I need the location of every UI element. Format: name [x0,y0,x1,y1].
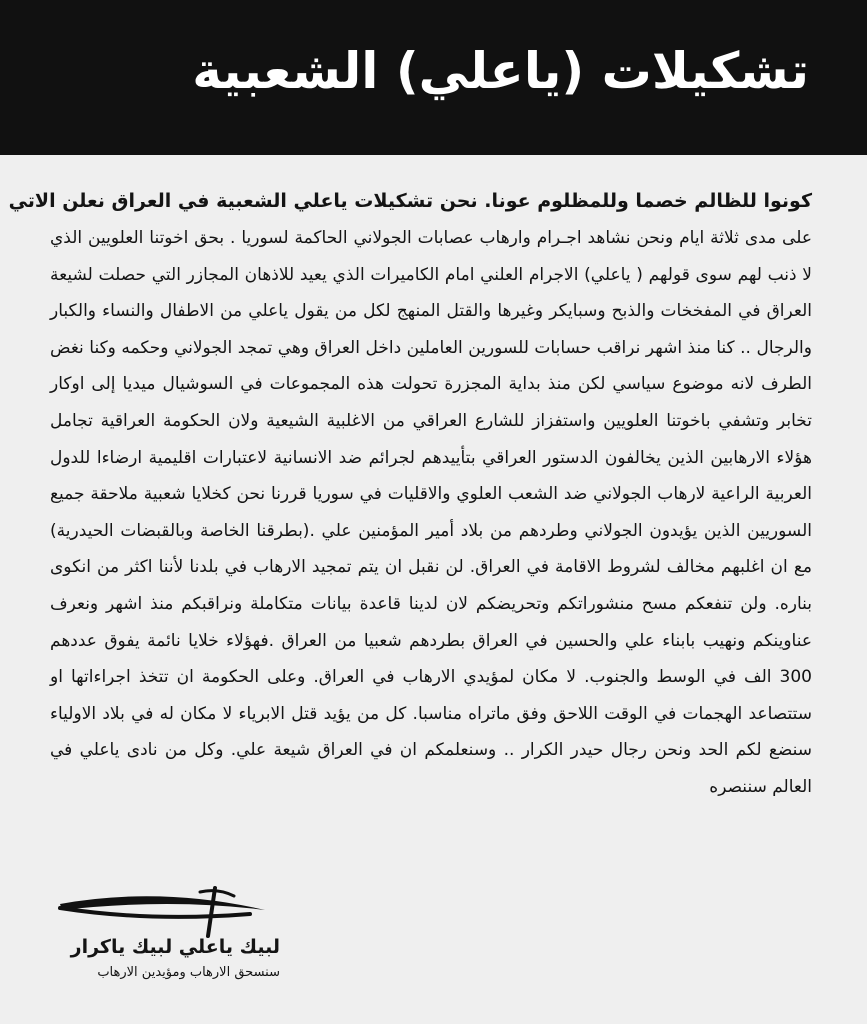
statement [8,186,812,806]
statement-lead: كونوا للظالم خصما وللمظلوم عونا. نحن تشكيلات ياعلي الشعبية في العراق نعلن الاتي [8,190,812,212]
sword-emblem-icon [50,880,280,940]
statement-body: على مدى ثلاثة ايام ونحن نشاهد اجـرام وارهاب عصابات الجولاني الحاكمة لسوريا . بحق اخوتنا العلويين الذي لا ذنب لهم سوى قولهم ( ياعلي) الاجرام العلني امام الكاميرات الذي يعيد للاذهان المجازر التي حصلت لشيعة العراق في المفخخات والذبح وسبايكر وغيرها والقتل المنهج لكل من يقول ياعلي من الاطفال والنساء والكبار والرجال .. كنا منذ اشهر نراقب حسابات للسورين العاملين داخل العراق وهي تمجد الجولاني وحكمه وكنا نغض الطرف لانه موضوع سياسي لكن منذ بداية المجزرة تحولت هذه المجموعات في السوشيال ميديا إلى اوكار تخابر وتشفي باخوتنا العلويين واستفزاز للشارع العراقي من الاغلبية الشيعية ولان الحكومة العراقية تجامل هؤلاء الارهابين الذين يخالفون الدستور العراقي بتأييدهم لجرائم ضد الانسانية لاعتبارات اقليمية ارضاءا للدول العربية الراعية لارهاب الجولاني ضد الشعب العلوي والاقليات في سوريا قررنا نحن كخلايا شعبية ملاحقة جميع السوريين الذين يؤيدون الجولاني وطردهم من بلاد أمير المؤمنين علي .(بطرقنا الخاصة وبالقبضات الحيدرية) مع ان اغلبهم مخالف لشروط الاقامة في العراق. لن نقبل ان يتم تمجيد الارهاب في بلدنا لأننا اكثر من انكوى بناره. ولن تنفعكم مسح منشوراتكم وتحريضكم لان لدينا قاعدة بيانات متكاملة ونراقبكم منذ اشهر ونعرف عناوينكم ونهيب بابناء علي والحسين في العراق بطردهم شعبيا من العراق .فهؤلاء خلايا نائمة يفوق عددهم 300 الف في الوسط والجنوب. لا مكان لمؤيدي الارهاب في العراق. وعلى الحكومة ان تتخذ اجراءاتها او ستتصاعد الهجمات في الوقت اللاحق وفق ماتراه مناسبا. كل من يؤيد قتل الابرياء لا مكان له في بلاد الاولياء سنضع لكم الحد ونحن رجال حيدر الكرار .. وسنعلمكم ان في العراق شيعة علي. وكل من نادى ياعلي في العالم سننصره [50,228,812,797]
page-title: تشكيلات (ياعلي) الشعبية [192,42,809,100]
signature-slogan: لبيك ياعلي لبيك ياكرار [70,936,280,958]
signature-tagline: سنسحق الارهاب ومؤيدين الارهاب [97,965,280,980]
header-band [0,0,867,155]
signature-block [50,880,280,1000]
